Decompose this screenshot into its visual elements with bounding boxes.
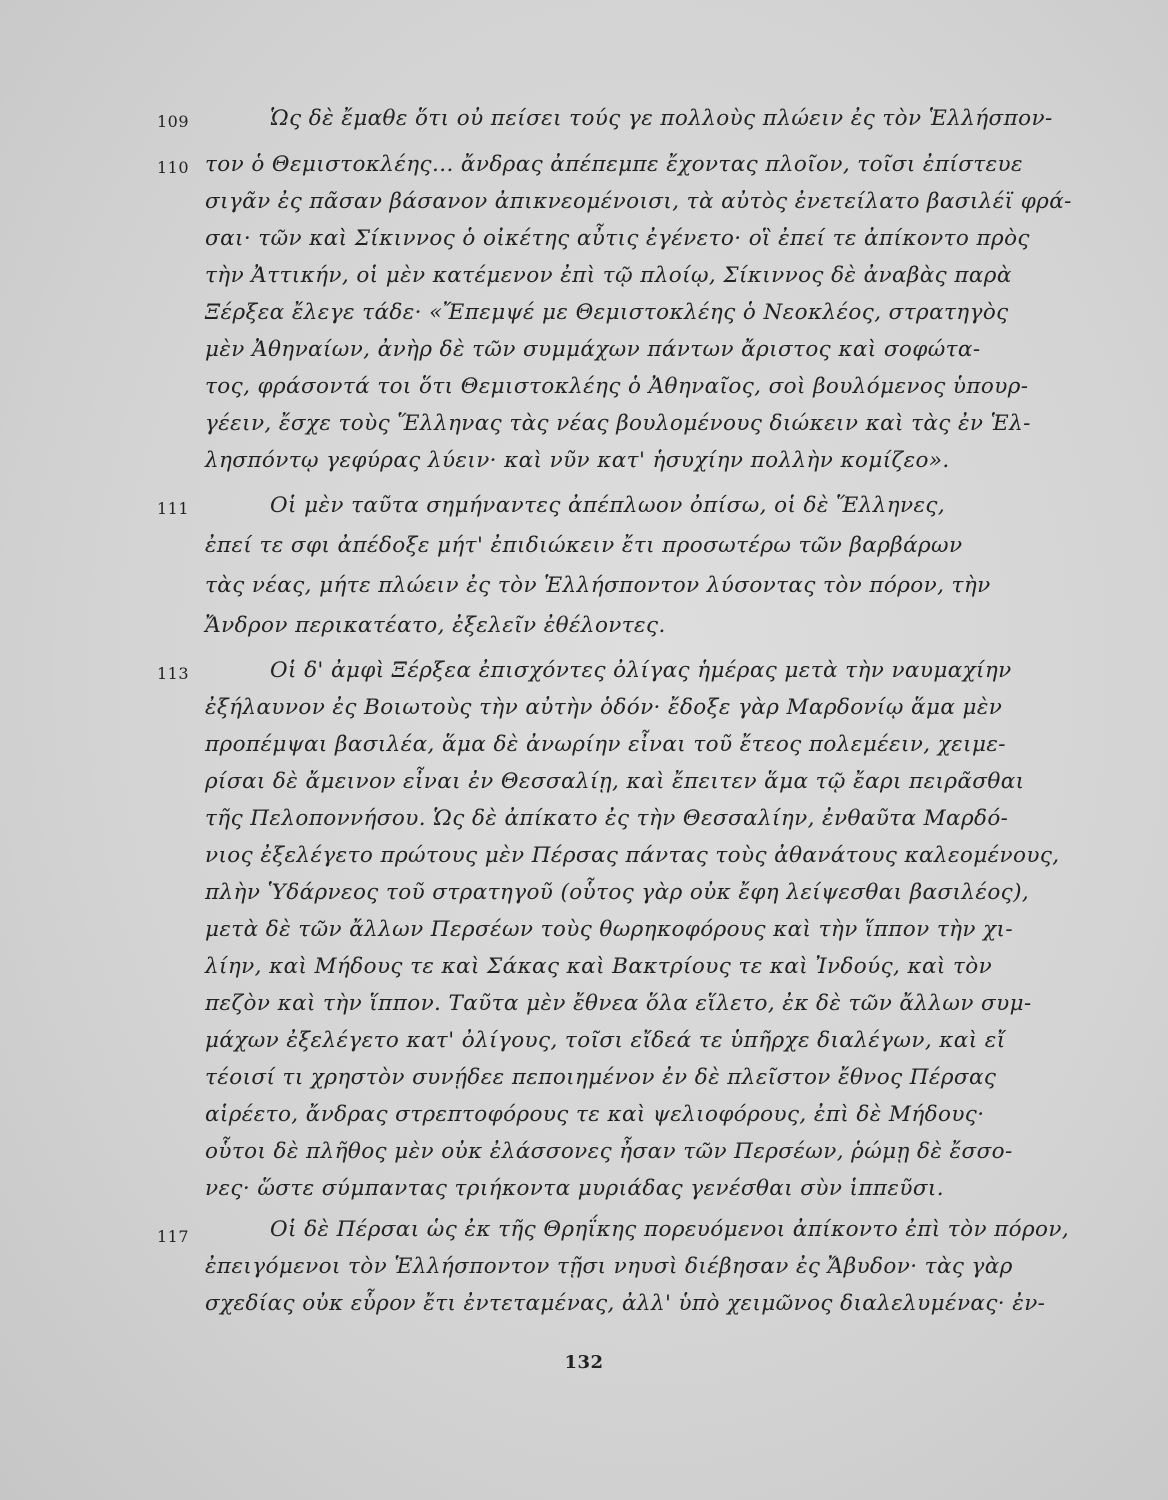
text-line: μετὰ δὲ τῶν ἄλλων Περσέων τοὺς θωρηκοφόρους καὶ τὴν ἵππον τὴν χι- bbox=[205, 917, 1014, 942]
text-line: τὴν Ἀττικήν, οἱ μὲν κατέμενον ἐπὶ τῷ πλοίῳ, Σίκιννος δὲ ἀναβὰς παρὰ bbox=[205, 263, 1012, 288]
text-line: σιγᾶν ἐς πᾶσαν βάσανον ἀπικνεομένοισι, τὰ αὐτὸς ἐνετείλατο βασιλέϊ φρά- bbox=[205, 189, 1072, 214]
text-line: Ξέρξεα ἔλεγε τάδε· «Ἔπεμψέ με Θεμιστοκλέης ὁ Νεοκλέος, στρατηγὸς bbox=[205, 300, 1009, 325]
text-line: Οἱ μὲν ταῦτα σημήναντες ἀπέπλωον ὀπίσω, οἱ δὲ Ἕλληνες, bbox=[270, 493, 946, 518]
text-line: ρίσαι δὲ ἄμεινον εἶναι ἐν Θεσσαλίῃ, καὶ ἔπειτεν ἅμα τῷ ἔαρι πειρᾶσθαι bbox=[205, 769, 1025, 794]
text-line: Ἄνδρον περικατέατο, ἐξελεῖν ἐθέλοντες. bbox=[205, 613, 666, 638]
text-line: πλὴν Ὑδάρνεος τοῦ στρατηγοῦ (οὗτος γὰρ οὐκ ἔφη λείψεσθαι βασιλέος), bbox=[205, 880, 1030, 905]
section-number: 113 bbox=[157, 664, 190, 683]
text-line: μὲν Ἀθηναίων, ἀνὴρ δὲ τῶν συμμάχων πάντων ἄριστος καὶ σοφώτα- bbox=[205, 337, 981, 362]
text-line: τον ὁ Θεμιστοκλέης... ἄνδρας ἀπέπεμπε ἔχοντας πλοῖον, τοῖσι ἐπίστευε bbox=[205, 152, 1023, 177]
text-line: προπέμψαι βασιλέα, ἅμα δὲ ἀνωρίην εἶναι τοῦ ἔτεος πολεμέειν, χειμε- bbox=[205, 732, 1006, 757]
text-line: πεζὸν καὶ τὴν ἵππον. Ταῦτα μὲν ἔθνεα ὅλα εἵλετο, ἐκ δὲ τῶν ἄλλων συμ- bbox=[205, 991, 1032, 1016]
text-line: Ὡς δὲ ἔμαθε ὅτι οὐ πείσει τούς γε πολλοὺς πλώειν ἐς τὸν Ἑλλήσπον- bbox=[270, 106, 1053, 131]
text-line: σχεδίας οὐκ εὗρον ἔτι ἐντεταμένας, ἀλλ' ὑπὸ χειμῶνος διαλελυμένας· ἐν- bbox=[205, 1291, 1046, 1316]
text-line: τος, φράσοντά τοι ὅτι Θεμιστοκλέης ὁ Ἀθηναῖος, σοὶ βουλόμενος ὑπουρ- bbox=[205, 374, 1029, 399]
text-line: τῆς Πελοποννήσου. Ὡς δὲ ἀπίκατο ἐς τὴν Θεσσαλίην, ἐνθαῦτα Μαρδό- bbox=[205, 806, 1009, 831]
page-number: 132 bbox=[564, 1352, 604, 1373]
text-line: τέοισί τι χρηστὸν συνῄδεε πεποιημένον ἐν δὲ πλεῖστον ἔθνος Πέρσας bbox=[205, 1065, 997, 1090]
section-number: 111 bbox=[157, 499, 190, 518]
text-line: λησπόντῳ γεφύρας λύειν· καὶ νῦν κατ' ἡσυχίην πολλὴν κομίζεο». bbox=[205, 448, 950, 473]
text-line: αἱρέετο, ἄνδρας στρεπτοφόρους τε καὶ ψελιοφόρους, ἐπὶ δὲ Μήδους· bbox=[205, 1102, 985, 1127]
text-line: μάχων ἐξελέγετο κατ' ὀλίγους, τοῖσι εἴδεά τε ὑπῆρχε διαλέγων, καὶ εἴ bbox=[205, 1028, 1006, 1053]
text-line: Οἱ δὲ Πέρσαι ὡς ἐκ τῆς Θρηΐκης πορευόμενοι ἀπίκοντο ἐπὶ τὸν πόρον, bbox=[270, 1217, 1070, 1242]
text-line: ἐξήλαυνον ἐς Βοιωτοὺς τὴν αὐτὴν ὁδόν· ἔδοξε γὰρ Μαρδονίῳ ἅμα μὲν bbox=[205, 695, 1003, 720]
text-line: οὗτοι δὲ πλῆθος μὲν οὐκ ἐλάσσονες ἦσαν τῶν Περσέων, ῥώμῃ δὲ ἔσσο- bbox=[205, 1139, 1013, 1164]
text-line: ἐπειγόμενοι τὸν Ἑλλήσποντον τῇσι νηυσὶ διέβησαν ἐς Ἄβυδον· τὰς γὰρ bbox=[205, 1254, 1013, 1279]
section-number: 117 bbox=[157, 1227, 190, 1246]
text-line: ἐπεί τε σφι ἀπέδοξε μήτ' ἐπιδιώκειν ἔτι προσωτέρω τῶν βαρβάρων bbox=[205, 533, 963, 558]
text-line: τὰς νέας, μήτε πλώειν ἐς τὸν Ἑλλήσποντον λύσοντας τὸν πόρον, τὴν bbox=[205, 573, 991, 598]
text-line: Οἱ δ' ἀμφὶ Ξέρξεα ἐπισχόντες ὀλίγας ἡμέρας μετὰ τὴν ναυμαχίην bbox=[270, 658, 1012, 683]
text-line: νιος ἐξελέγετο πρώτους μὲν Πέρσας πάντας τοὺς ἀθανάτους καλεομένους, bbox=[205, 843, 1060, 868]
section-number: 109 bbox=[157, 112, 190, 131]
text-line: νες· ὥστε σύμπαντας τριήκοντα μυριάδας γενέσθαι σὺν ἱππεῦσι. bbox=[205, 1176, 944, 1201]
section-number: 110 bbox=[157, 158, 190, 177]
text-line: γέειν, ἔσχε τοὺς Ἕλληνας τὰς νέας βουλομένους διώκειν καὶ τὰς ἐν Ἑλ- bbox=[205, 411, 1031, 436]
text-line: σαι· τῶν καὶ Σίκιννος ὁ οἰκέτης αὖτις ἐγένετο· οἳ ἐπεί τε ἀπίκοντο πρὸς bbox=[205, 226, 1030, 251]
text-line: λίην, καὶ Μήδους τε καὶ Σάκας καὶ Βακτρίους τε καὶ Ἰνδούς, καὶ τὸν bbox=[205, 954, 993, 979]
